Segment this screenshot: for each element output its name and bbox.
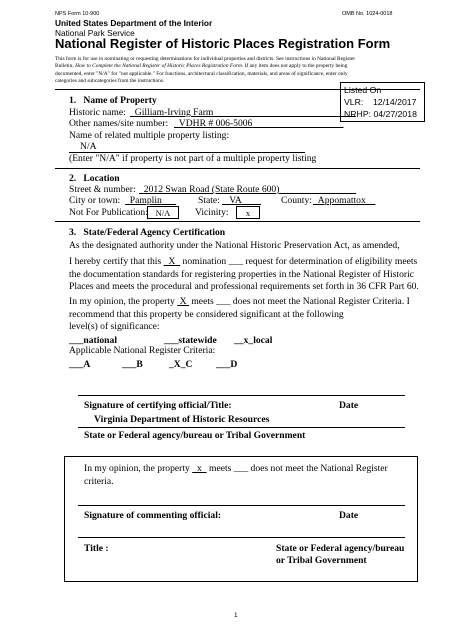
city-value: Pamplin	[129, 195, 162, 206]
vicinity-value: x	[245, 208, 251, 218]
opinion-text-a: In my opinion, the property	[69, 296, 175, 307]
state-label: State:	[198, 195, 220, 206]
intro-line-3: documented, enter "N/A" for "not applicable." For functions, architectural classification, materials, and areas of significance, enter only	[55, 70, 348, 77]
opinion-line-2: recommend that this property be considered significant at the following	[69, 308, 344, 320]
not-for-publication-value: N/A	[155, 208, 171, 218]
county-label: County:	[281, 195, 312, 206]
commenting-signature-line	[78, 505, 405, 506]
historic-name-label: Historic name:	[69, 107, 126, 118]
certifying-date-label: Date	[339, 400, 359, 411]
criterion-d: ___D	[216, 359, 238, 370]
criterion-a: ___A	[69, 359, 91, 370]
street-field	[139, 184, 356, 195]
vicinity-checkbox[interactable]	[236, 206, 260, 219]
section-3-heading: 3. State/Federal Agency Certification	[69, 227, 226, 238]
commenting-agency-line-2: or Tribal Government	[276, 555, 367, 566]
city-label: City or town:	[69, 195, 121, 206]
county-value: Appomattox	[317, 195, 366, 206]
opinion-text-b: meets ___ does not meet the National Register Criteria. I	[191, 296, 410, 307]
related-listing-label: Name of related multiple property listing:	[69, 130, 230, 141]
commenting-opinion-text-a: In my opinion, the property	[84, 463, 190, 474]
listing-title: Listed On	[344, 85, 382, 95]
section-1-top-rule	[55, 89, 420, 90]
form-number: NPS Form 10-900	[55, 11, 100, 17]
vicinity-label: Vicinity:	[195, 207, 229, 218]
related-listing-value: N/A	[80, 141, 97, 152]
section-1-heading: 1. Name of Property	[69, 95, 157, 106]
commenting-date-label: Date	[339, 510, 359, 521]
state-value: VA	[229, 195, 242, 206]
other-names-value: VDHR # 006-5006	[178, 118, 253, 129]
intro-line-2c: If any item does not apply to the property being	[243, 63, 348, 70]
page-number: 1	[234, 612, 238, 619]
commenting-agency-line-1: State or Federal agency/bureau	[276, 543, 405, 554]
certification-line-1	[69, 256, 419, 269]
other-names-label: Other names/site number:	[69, 118, 169, 129]
certification-mark	[164, 256, 181, 267]
not-for-publication-checkbox[interactable]	[147, 206, 179, 219]
opinion-line-3: level(s) of significance:	[69, 321, 160, 333]
certification-paragraph	[69, 256, 419, 294]
certification-intro: As the designated authority under the National Historic Preservation Act, as amended,	[69, 240, 400, 251]
section-2-top-rule	[55, 168, 420, 169]
level-local: __x_local	[234, 335, 273, 346]
agency-name: United States Department of the Interior	[55, 18, 213, 28]
historic-name-field	[130, 107, 355, 118]
commenting-agency-label	[276, 543, 404, 567]
listing-nrhp: NRHP: 04/27/2018	[344, 109, 417, 119]
level-statewide: ___statewide	[164, 335, 217, 346]
criterion-b: ___B	[122, 359, 143, 370]
section-2-heading: 2. Location	[69, 173, 120, 184]
commenting-mark	[192, 463, 206, 474]
listing-vlr: VLR: 12/14/2017	[344, 97, 417, 107]
section-3-top-rule	[55, 221, 420, 222]
intro-line-2	[55, 63, 355, 70]
related-listing-note: (Enter "N/A" if property is not part of a multiple property listing	[69, 153, 317, 164]
other-names-field	[174, 118, 344, 129]
commenting-opinion-line-1	[84, 463, 388, 476]
certifying-signature-line	[78, 395, 405, 396]
county-field	[313, 195, 375, 206]
certifying-department: Virginia Department of Historic Resources	[94, 414, 270, 425]
certification-line-2: the documentation standards for registering properties in the National Register of Historic	[69, 268, 415, 280]
state-field	[222, 195, 261, 206]
opinion-paragraph	[69, 296, 410, 334]
not-for-publication-label: Not For Publication:	[69, 207, 148, 218]
certification-mark-value: X	[168, 256, 176, 267]
commenting-opinion-line-2: criteria.	[84, 475, 114, 487]
commenting-title-label: Title :	[84, 543, 109, 554]
street-label: Street & number:	[69, 184, 136, 195]
commenting-mark-value: x	[196, 463, 202, 474]
criteria-label: Applicable National Register Criteria:	[69, 345, 216, 356]
opinion-mark-value: X	[179, 296, 187, 307]
commenting-signature-label: Signature of commenting official:	[84, 510, 222, 521]
service-name: National Park Service	[55, 28, 135, 38]
intro-line-4: categories and subcategories from the instructions.	[55, 78, 165, 85]
certification-text-a: I hereby certify that this	[69, 256, 162, 267]
certification-text-b: nomination ___ request for determination of eligibility meets	[182, 256, 418, 267]
commenting-opinion-text-b: meets ___ does not meet the National Register	[208, 463, 388, 474]
commenting-title-line	[78, 537, 405, 538]
commenting-opinion	[84, 463, 388, 488]
criterion-c: _X_C	[169, 359, 193, 370]
omb-number: OMB No. 1024-0018	[342, 11, 393, 17]
opinion-line-1	[69, 296, 410, 309]
historic-name-value: Gilliam-Irving Farm	[134, 107, 214, 118]
opinion-mark	[177, 296, 189, 307]
form-title: National Register of Historic Places Registration Form	[55, 36, 391, 51]
certifying-agency-label: State or Federal agency/bureau or Tribal Government	[84, 430, 306, 441]
certifying-signature-label: Signature of certifying official/Title:	[84, 400, 232, 411]
intro-paragraph	[55, 56, 355, 86]
street-value: 2012 Swan Road (State Route 600)	[143, 184, 280, 195]
city-field	[125, 195, 176, 206]
intro-line-1: This form is for use in nominating or requesting determinations for individual properties and districts. See instructions in National Register	[55, 56, 356, 62]
level-national: ___national	[69, 335, 117, 346]
certification-line-3: Places and meets the procedural and professional requirements set forth in 36 CFR Part 60.	[69, 281, 419, 293]
certifying-agency-line	[78, 427, 405, 428]
intro-line-2a: Bulletin,	[55, 63, 76, 70]
intro-bulletin-title: How to Complete the National Register of Historic Places Registration Form.	[75, 63, 244, 70]
